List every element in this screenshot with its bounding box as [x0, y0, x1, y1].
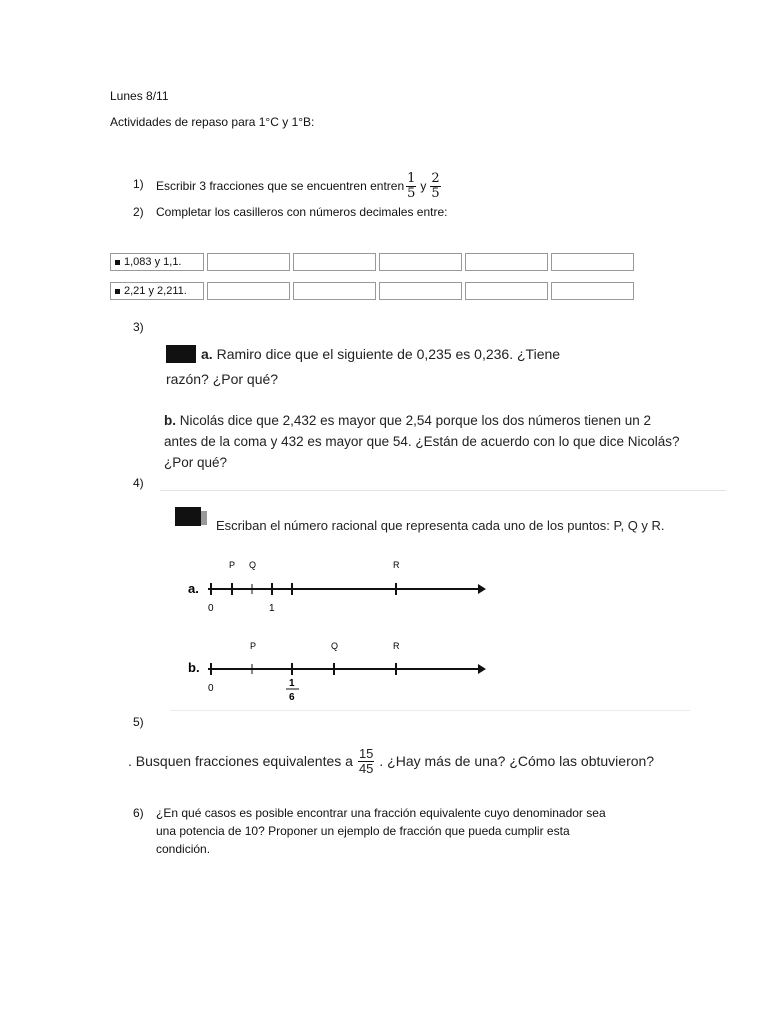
line-a-letter: a.	[188, 581, 199, 596]
q3-a-line1: a. Ramiro dice que el siguiente de 0,235 es 0,236. ¿Tiene	[201, 346, 561, 362]
line-a-one: 1	[269, 603, 275, 614]
activity-subtitle: Actividades de repaso para 1°C y 1°B:	[110, 115, 315, 129]
q5-text-before: . Busquen fracciones equivalentes a	[128, 753, 353, 769]
q6-line2: una potencia de 10? Proponer un ejemplo de fracción que pueda cumplir esta	[156, 824, 570, 838]
q3-a-line2: razón? ¿Por qué?	[166, 371, 279, 387]
q4-number: 4)	[133, 476, 144, 490]
number-lines	[180, 552, 500, 712]
line-b-frac-den: 6	[289, 692, 295, 703]
q1-text-row	[156, 170, 443, 202]
line-a-q: Q	[249, 560, 257, 570]
q2-number: 2)	[133, 205, 144, 219]
q5-fraction: $\frac{15}{45}$	[358, 745, 374, 776]
q1-connector: y	[420, 179, 427, 193]
decimal-box[interactable]	[293, 282, 376, 300]
decimal-box[interactable]	[207, 282, 290, 300]
redacted-box	[166, 345, 196, 363]
decimal-box[interactable]	[551, 282, 634, 300]
line-a-p: P	[229, 560, 236, 570]
line-b-zero: 0	[208, 683, 214, 694]
q3-b-line2: antes de la coma y 432 es mayor que 54. ¿Están de acuerdo con lo que dice Nicolás?	[164, 434, 680, 449]
line-b-letter: b.	[188, 660, 200, 675]
decimal-box[interactable]	[379, 253, 462, 271]
q6-number: 6)	[133, 806, 144, 820]
q3-b-line3: ¿Por qué?	[164, 455, 228, 470]
date-heading: Lunes 8/11	[110, 89, 169, 103]
line-b-r: R	[393, 641, 400, 651]
q4-instruction: Escriban el número racional que representa cada uno de los puntos: P, Q y R.	[216, 518, 665, 533]
q5-number: 5)	[133, 715, 144, 729]
decimal-row-1	[110, 253, 634, 271]
line-b-p: P	[250, 641, 257, 651]
decimal-box[interactable]	[465, 282, 548, 300]
decimal-box[interactable]	[293, 253, 376, 271]
decimal-box[interactable]	[379, 282, 462, 300]
scan-edge	[160, 490, 726, 491]
q3-number: 3)	[133, 320, 144, 334]
decimal-box[interactable]	[551, 253, 634, 271]
q6-line1: ¿En qué casos es posible encontrar una fracción equivalente cuyo denominador sea	[156, 806, 606, 820]
q1-fraction-2: $\frac{2}{5}$	[431, 170, 440, 201]
decimal-row-2	[110, 282, 634, 300]
redacted-box	[175, 507, 201, 526]
q6-line3: condición.	[156, 842, 211, 856]
q3-b-line1: b. Nicolás dice que 2,432 es mayor que 2,54 porque los dos números tienen un 2	[164, 413, 652, 428]
decimal-box[interactable]	[465, 253, 548, 271]
decimal-row-label: 2,21 y 2,211.	[110, 282, 204, 300]
decimal-box[interactable]	[207, 253, 290, 271]
q5-text-row	[128, 744, 654, 778]
line-b-frac-num: 1	[289, 678, 295, 689]
line-b-arrow	[478, 664, 486, 674]
q1-number: 1)	[133, 177, 144, 191]
line-b-q: Q	[331, 641, 339, 651]
line-a-arrow	[478, 584, 486, 594]
q2-text: Completar los casilleros con números decimales entre:	[156, 205, 448, 219]
q1-fraction-1: $\frac{1}{5}$	[407, 170, 416, 201]
redacted-box-edge	[201, 511, 207, 525]
line-a-zero: 0	[208, 603, 214, 614]
q5-text-after: . ¿Hay más de una? ¿Cómo las obtuvieron?	[379, 753, 655, 769]
q1-text: Escribir 3 fracciones que se encuentren entren	[156, 179, 405, 193]
line-a-r: R	[393, 560, 400, 570]
decimal-row-label: 1,083 y 1,1.	[110, 253, 204, 271]
scan-edge	[170, 710, 690, 711]
